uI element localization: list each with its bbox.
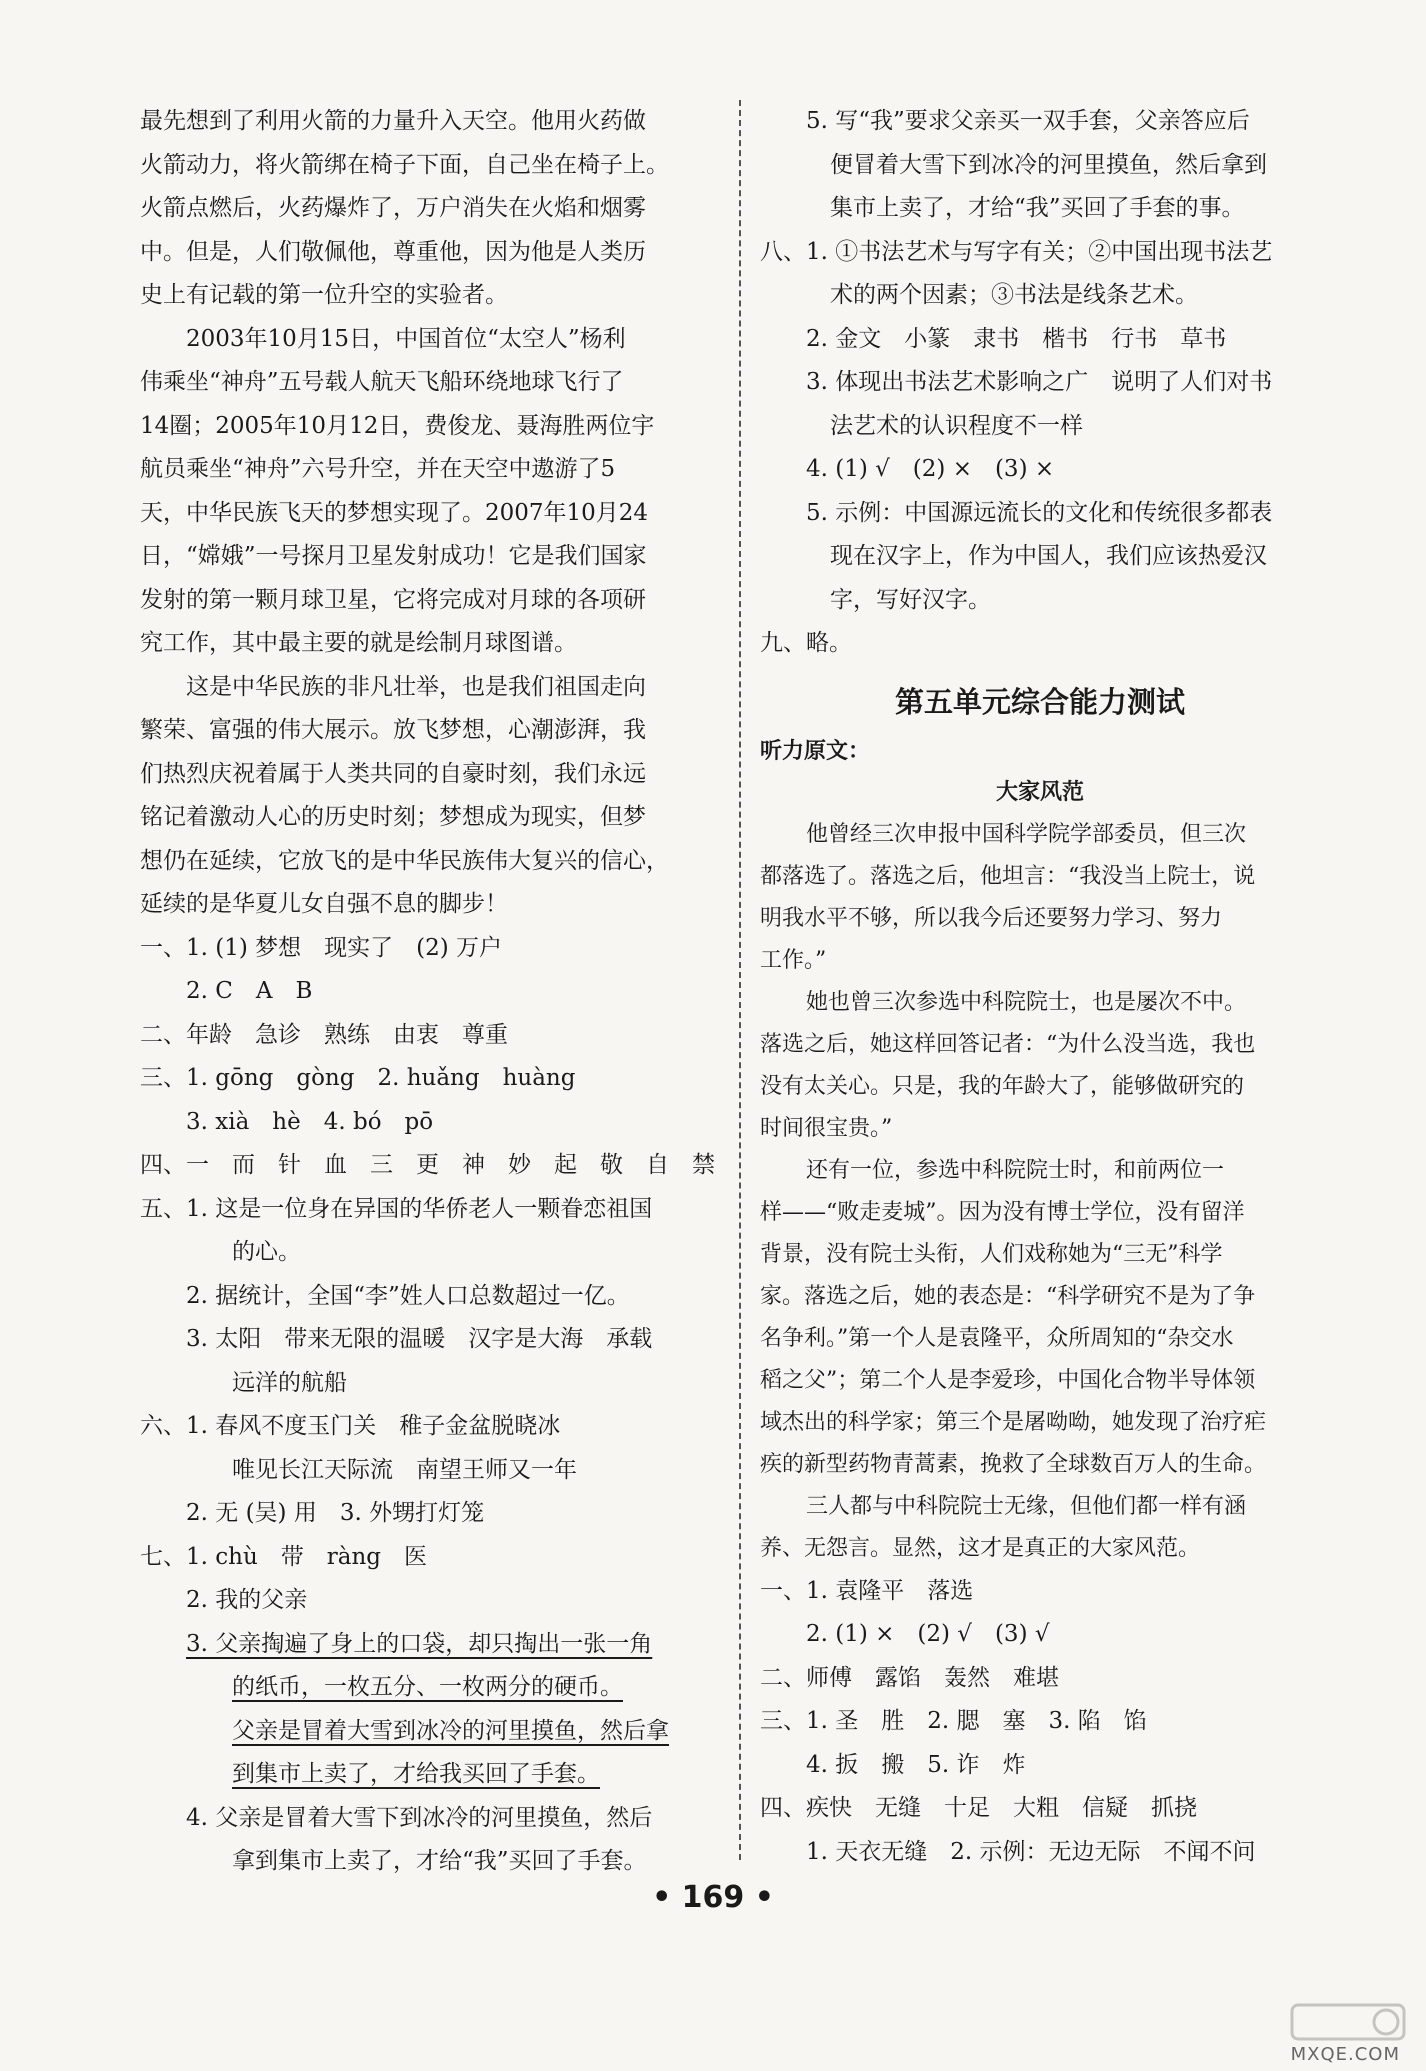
answer-8-5-cont: 现在汉字上，作为中国人，我们应该热爱汉	[830, 543, 1267, 569]
answer-7-2: 2. 我的父亲	[186, 1587, 308, 1613]
answer-8-5-cont: 字，写好汉字。	[830, 586, 991, 613]
left-column	[140, 100, 726, 1884]
text-line: 天，中华民族飞天的梦想实现了。2007年10月24	[140, 499, 649, 526]
text-line: 铭记着激动人心的历史时刻；梦想成为现实，但梦	[140, 804, 646, 830]
answer-5-3: 3. 太阳 带来无限的温暖 汉字是大海 承载	[186, 1326, 653, 1352]
text-line: 伟乘坐“神舟”五号载人航天飞船环绕地球飞行了	[140, 369, 624, 395]
text-line: 落选之后，她这样回答记者：“为什么没当选，我也	[760, 1031, 1256, 1057]
text-line: 样——“败走麦城”。因为没有博士学位，没有留洋	[760, 1199, 1245, 1225]
text-line: 想仍在延续，它放飞的是中华民族伟大复兴的信心，	[140, 847, 669, 874]
text-line: 疾的新型药物青蒿素，挽救了全球数百万人的生命。	[760, 1451, 1267, 1477]
answer-8-4: 4. (1) √ (2) × (3) ×	[806, 456, 1055, 482]
answer-1-2: 2. C A B	[186, 978, 313, 1004]
answer-r4: 四、疾快 无缝 十足 大粗 信疑 抓挠	[760, 1795, 1197, 1821]
text-line: 火箭动力，将火箭绑在椅子下面，自己坐在椅子上。	[140, 151, 669, 178]
text-line: 中。但是，人们敬佩他，尊重他，因为他是人类历	[140, 238, 646, 265]
watermark-text: MXQE.COM	[1290, 2044, 1400, 2065]
answer-r4-1: 1. 天衣无缝 2. 示例：无边无际 不闻不问	[806, 1838, 1256, 1865]
answer-8-3: 3. 体现出书法艺术影响之广 说明了人们对书	[806, 369, 1273, 395]
answer-8-5: 5. 示例：中国源远流长的文化和传统很多都表	[806, 499, 1273, 526]
text-line: 航员乘坐“神舟”六号升空，并在天空中遨游了5	[140, 456, 616, 482]
column-divider	[739, 100, 741, 1860]
answer-3-2: 3. xià hè 4. bó pō	[186, 1108, 434, 1135]
text-line: 养、无怨言。显然，这才是真正的大家风范。	[760, 1535, 1201, 1561]
answer-7-1: 七、1. chù 带 ràng 医	[140, 1543, 428, 1570]
text-line: 名争利。”第一个人是袁隆平，众所周知的“杂交水	[760, 1325, 1234, 1351]
text-line: 家。落选之后，她的表态是：“科学研究不是为了争	[760, 1283, 1256, 1309]
text-line: 时间很宝贵。”	[760, 1115, 893, 1141]
text-line: 火箭点燃后，火药爆炸了，万户消失在火焰和烟雾	[140, 195, 646, 221]
text-line: 没有太关心。只是，我的年龄大了，能够做研究的	[760, 1073, 1245, 1099]
text-line: 们热烈庆祝着属于人类共同的自豪时刻，我们永远	[140, 760, 646, 787]
answer-r3-2: 4. 扳 搬 5. 诈 炸	[806, 1751, 1026, 1778]
answer-8-1: 八、1. ①书法艺术与写字有关；②中国出现书法艺	[760, 238, 1273, 265]
text-line: 最先想到了利用火箭的力量升入天空。他用火药做	[140, 108, 646, 134]
answers-left	[140, 927, 726, 1884]
story-paragraph-2	[140, 318, 726, 666]
answer-9: 九、略。	[760, 630, 852, 656]
text-line: 繁荣、富强的伟大展示。放飞梦想，心潮澎湃，我	[140, 717, 646, 743]
text-line: 这是中华民族的非凡壮举，也是我们祖国走向	[186, 673, 646, 700]
text-line: 他曾经三次申报中国科学院学部委员，但三次	[806, 821, 1247, 847]
text-line: 14圈；2005年10月12日，费俊龙、聂海胜两位宇	[140, 412, 655, 439]
answer-4: 四、一 而 针 血 三 更 神 妙 起 敬 自 禁	[140, 1152, 715, 1178]
answer-8-3-cont: 法艺术的认识程度不一样	[830, 412, 1083, 439]
text-line: 明我水平不够，所以我今后还要努力学习、努力	[760, 905, 1223, 931]
answer-6-2: 2. 无 (吴) 用 3. 外甥打灯笼	[186, 1500, 485, 1526]
answer-r2: 二、师傅 露馅 轰然 难堪	[760, 1664, 1059, 1691]
text-line: 她也曾三次参选中科院院士，也是屡次不中。	[806, 989, 1247, 1015]
story-right-paragraph-1	[760, 814, 1320, 982]
text-line: 都落选了。落选之后，他坦言：“我没当上院士，说	[760, 863, 1256, 889]
answer-7-3: 3. 父亲掏遍了身上的口袋，却只掏出一张一角	[186, 1630, 653, 1657]
story-title: 大家风范	[995, 779, 1084, 805]
text-line: 稻之父”；第二个人是李爱珍，中国化合物半导体领	[760, 1367, 1256, 1393]
answer-r3-1: 三、1. 圣 胜 2. 腮 塞 3. 陷 馅	[760, 1708, 1147, 1734]
text-line: 发射的第一颗月球卫星，它将完成对月球的各项研	[140, 586, 646, 613]
section-title: 第五单元综合能力测试	[894, 684, 1185, 719]
text-line: 工作。”	[760, 947, 827, 973]
answer-r1-2: 2. (1) × (2) √ (3) √	[806, 1621, 1050, 1647]
answer-7-4-cont: 拿到集市上卖了，才给“我”买回了手套。	[232, 1848, 647, 1874]
text-line: 延续的是华夏儿女自强不息的脚步！	[140, 891, 508, 917]
answer-7-5-cont: 集市上卖了，才给“我”买回了手套的事。	[830, 195, 1245, 221]
text-line: 域杰出的科学家；第三个是屠呦呦，她发现了治疗疟	[760, 1409, 1267, 1435]
answer-8-2: 2. 金文 小篆 隶书 楷书 行书 草书	[806, 325, 1227, 352]
answer-5-2: 2. 据统计，全国“李”姓人口总数超过一亿。	[186, 1282, 630, 1309]
answer-r1-1: 一、1. 袁隆平 落选	[760, 1577, 974, 1604]
text-line: 究工作，其中最主要的就是绘制月球图谱。	[140, 630, 577, 656]
answer-2: 二、年龄 急诊 熟练 由衷 尊重	[140, 1021, 508, 1048]
answer-1-1: 一、1. (1) 梦想 现实了 (2) 万户	[140, 934, 503, 961]
page-number: • 169 •	[652, 1880, 774, 1915]
answer-5-1: 五、1. 这是一位身在异国的华侨老人一颗眷恋祖国	[140, 1195, 653, 1222]
story-paragraph-1	[140, 100, 726, 318]
answer-7-5-cont: 便冒着大雪下到冰冷的河里摸鱼，然后拿到	[830, 151, 1267, 178]
story-right-paragraph-3	[760, 1150, 1320, 1486]
answer-3-1: 三、1. gōng gòng 2. huǎng huàng	[140, 1065, 576, 1091]
answer-5-1-cont: 的心。	[232, 1239, 301, 1265]
text-line: 三人都与中科院院士无缘，但他们都一样有涵	[806, 1493, 1247, 1519]
right-column	[760, 100, 1320, 1874]
answer-6-1-cont: 唯见长江天际流 南望王师又一年	[232, 1456, 577, 1483]
answer-5-3-cont: 远洋的航船	[232, 1369, 347, 1396]
answer-7-5: 5. 写“我”要求父亲买一双手套，父亲答应后	[806, 108, 1250, 134]
text-line: 背景，没有院士头衔，人们戏称她为“三无”科学	[760, 1241, 1223, 1267]
text-line: 2003年10月15日，中国首位“太空人”杨利	[186, 325, 626, 352]
text-line: 史上有记载的第一位升空的实验者。	[140, 282, 508, 308]
answer-7-4: 4. 父亲是冒着大雪下到冰冷的河里摸鱼，然后	[186, 1804, 653, 1831]
answer-7-3-cont: 父亲是冒着大雪到冰冷的河里摸鱼，然后拿	[232, 1717, 669, 1744]
answer-7-3-cont: 的纸币，一枚五分、一枚两分的硬币。	[232, 1674, 623, 1700]
text-line: 日，“嫦娥”一号探月卫星发射成功！它是我们国家	[140, 543, 647, 569]
listening-label: 听力原文：	[760, 738, 871, 764]
answer-7-3-cont: 到集市上卖了，才给我买回了手套。	[232, 1761, 600, 1787]
story-right-paragraph-4	[760, 1486, 1320, 1570]
answer-8-1-cont: 术的两个因素；③书法是线条艺术。	[830, 282, 1198, 308]
answer-6-1: 六、1. 春风不度玉门关 稚子金盆脱晓冰	[140, 1413, 561, 1439]
story-paragraph-3	[140, 666, 726, 927]
text-line: 还有一位，参选中科院院士时，和前两位一	[806, 1157, 1225, 1183]
story-right-paragraph-2	[760, 982, 1320, 1150]
